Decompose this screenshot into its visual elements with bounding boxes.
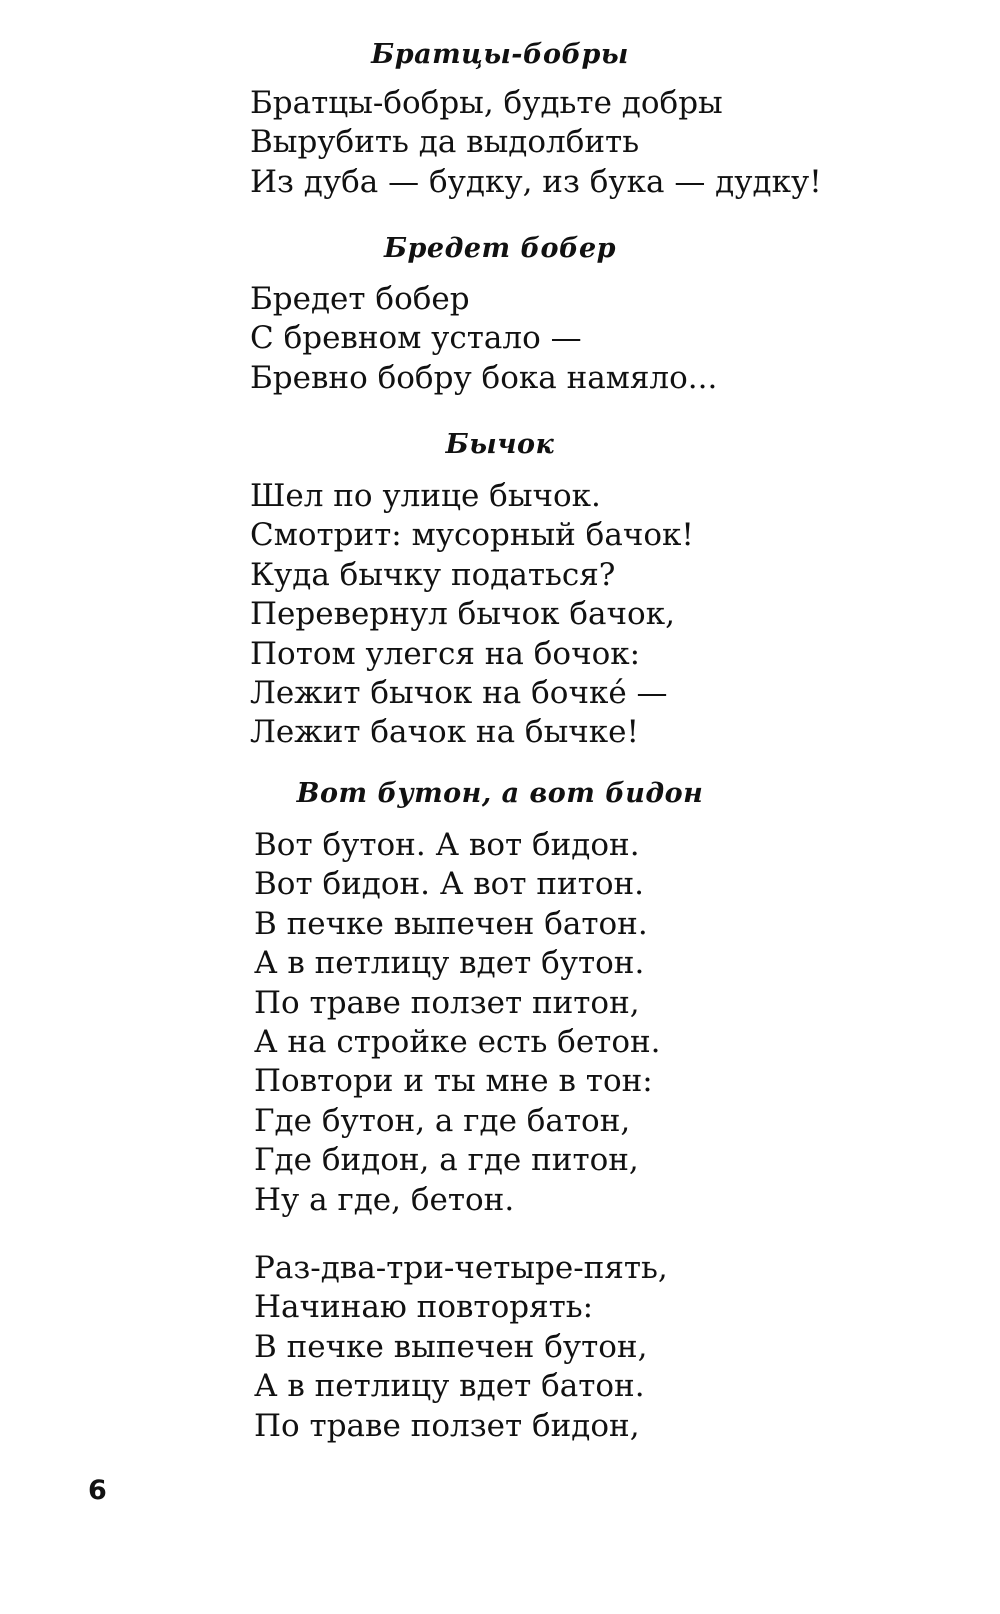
verse-line: А в петлицу вдет батон.	[254, 1368, 645, 1405]
verse-line: Братцы-бобры, будьте добры	[250, 85, 723, 121]
poem-stanza	[254, 826, 661, 1220]
verse-line: С бревном устало —	[250, 320, 582, 357]
verse-line: По траве ползет бидон,	[254, 1407, 640, 1444]
verse-line: По траве ползет питон,	[254, 984, 640, 1021]
verse-line: Лежит бачок на бычке!	[250, 714, 639, 751]
poem-stanza	[250, 477, 694, 753]
verse-line: Лежит бычок на бочке́ —	[250, 674, 668, 711]
verse-line: Где бутон, а где батон,	[254, 1102, 631, 1139]
poem-title: Вот бутон, а вот бидон	[296, 778, 704, 809]
poem-stanza	[250, 84, 822, 202]
poem-stanza	[250, 280, 717, 398]
verse-line: Перевернул бычок бачок,	[250, 596, 675, 633]
verse-line: В печке выпечен бутон,	[254, 1328, 648, 1365]
verse-line: А на стройке есть бетон.	[254, 1023, 661, 1060]
verse-line: Где бидон, а где питон,	[254, 1142, 639, 1179]
page-number: 6	[88, 1475, 107, 1506]
verse-line: Куда бычку податься?	[250, 556, 616, 593]
verse-line: Вот бутон. А вот бидон.	[254, 827, 640, 863]
verse-line: Потом улегся на бочок:	[250, 635, 641, 672]
verse-line: Начинаю повторять:	[254, 1289, 594, 1326]
verse-line: Вырубить да выдолбить	[250, 124, 640, 161]
poem-title: Бычок	[445, 429, 555, 460]
verse-line: Бредет бобер	[250, 281, 470, 317]
verse-line: Ну а где, бетон.	[254, 1181, 515, 1218]
verse-line: В печке выпечен батон.	[254, 905, 648, 942]
poem-title: Бредет бобер	[383, 233, 617, 264]
verse-line: Шел по улице бычок.	[250, 478, 601, 514]
verse-line: Повтори и ты мне в тон:	[254, 1063, 653, 1100]
poem-title: Братцы-бобры	[371, 39, 629, 70]
verse-line: Вот бидон. А вот питон.	[254, 866, 644, 903]
verse-line: А в петлицу вдет бутон.	[254, 945, 645, 982]
poem-stanza	[254, 1249, 668, 1446]
verse-line: Раз-два-три-четыре-пять,	[254, 1250, 668, 1286]
verse-line: Бревно бобру бока намяло...	[250, 359, 718, 396]
verse-line: Смотрит: мусорный бачок!	[250, 517, 694, 554]
verse-line: Из дуба — будку, из бука — дудку!	[250, 163, 822, 200]
